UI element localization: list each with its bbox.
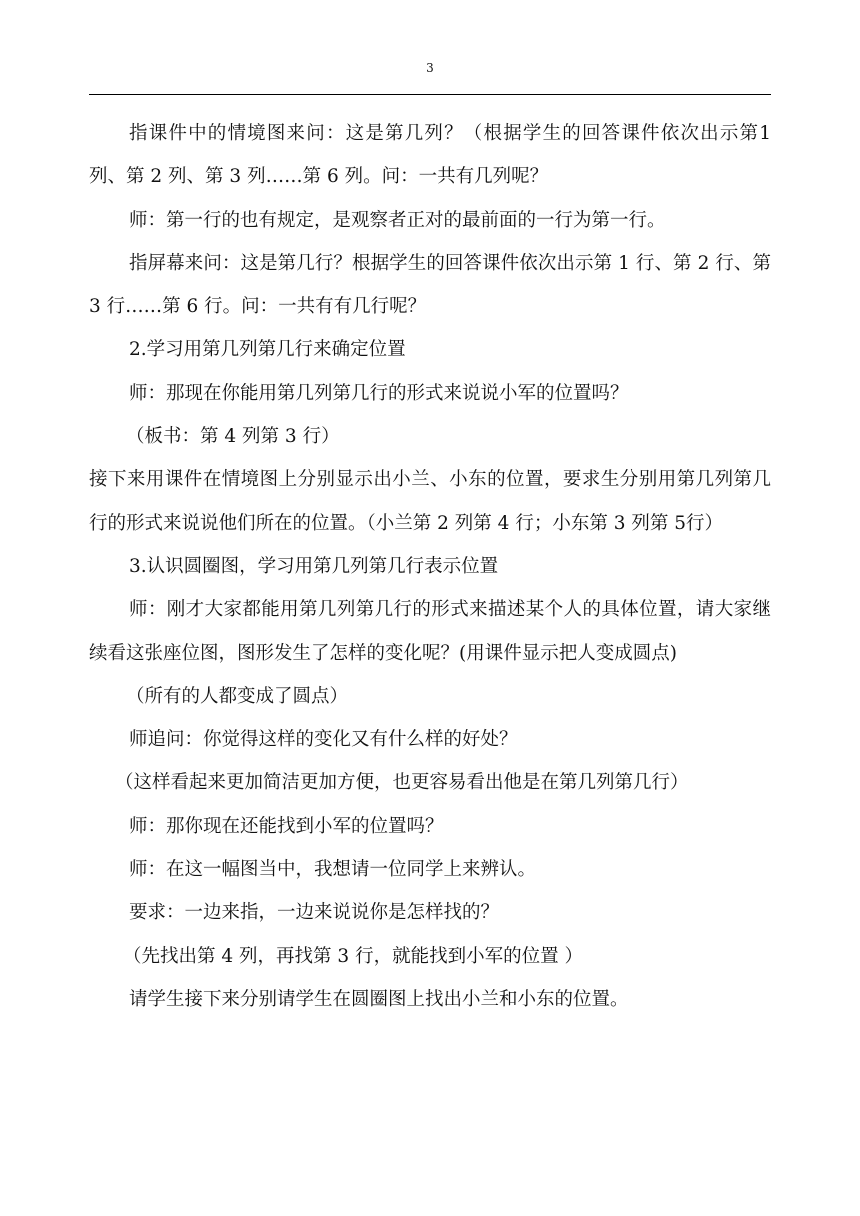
paragraph-circle-chart-task: 请学生接下来分别请学生在圆圈图上找出小兰和小东的位置。 <box>129 988 629 1010</box>
paragraph-requirement: 要求：一边来指，一边来说说你是怎样找的？ <box>129 902 500 924</box>
paragraph-point-columns: 指课件中的情境图来问：这是第几列？（根据学生的回答课件依次出示第1 列、第 2 列、第 3 列……第 6 列。问：一共有几列呢？ <box>89 123 771 188</box>
paragraph-benefit-answer: （这样看起来更加简洁更加方便，也更容易看出他是在第几列第几行） <box>115 772 689 794</box>
document-body <box>89 112 771 1021</box>
paragraph-find-xiaojun: 师：那你现在还能找到小军的位置吗？ <box>129 815 444 837</box>
section-heading-2: 2.学习用第几列第几行来确定位置 <box>129 339 406 361</box>
section-heading-3: 3.认识圆圈图，学习用第几列第几行表示位置 <box>129 555 499 577</box>
paragraph-xiaolan-xiaodong: 接下来用课件在情境图上分别显示出小兰、小东的位置，要求生分别用第几列第几行的形式来说说他们所在的位置。（小兰第 2 列第 4 行；小东第 3 列第 5行） <box>89 469 771 534</box>
paragraph-seat-chart-change: 师：刚才大家都能用第几列第几行的形式来描述某个人的具体位置，请大家继续看这张座位图，图形发生了怎样的变化呢？(用课件显示把人变成圆点) <box>89 599 771 664</box>
paragraph-dots-answer: （所有的人都变成了圆点） <box>126 685 349 707</box>
page-number: 3 <box>426 61 434 75</box>
paragraph-xiaojun-question: 师：那现在你能用第几列第几行的形式来说说小军的位置吗？ <box>129 382 629 404</box>
paragraph-first-row-rule: 师：第一行的也有规定，是观察者正对的最前面的一行为第一行。 <box>129 209 666 231</box>
paragraph-invite-student: 师：在这一幅图当中，我想请一位同学上来辨认。 <box>129 859 537 881</box>
header-divider <box>89 94 771 95</box>
paragraph-follow-up-question: 师追问：你觉得这样的变化又有什么样的好处？ <box>129 729 518 751</box>
paragraph-point-rows: 指屏幕来问：这是第几行？根据学生的回答课件依次出示第 1 行、第 2 行、第 3 行……第 6 行。问：一共有有几行呢？ <box>89 252 771 318</box>
paragraph-find-method: （先找出第 4 列，再找第 3 行，就能找到小军的位置 ） <box>123 945 583 967</box>
paragraph-board-note: （板书：第 4 列第 3 行） <box>126 426 340 448</box>
